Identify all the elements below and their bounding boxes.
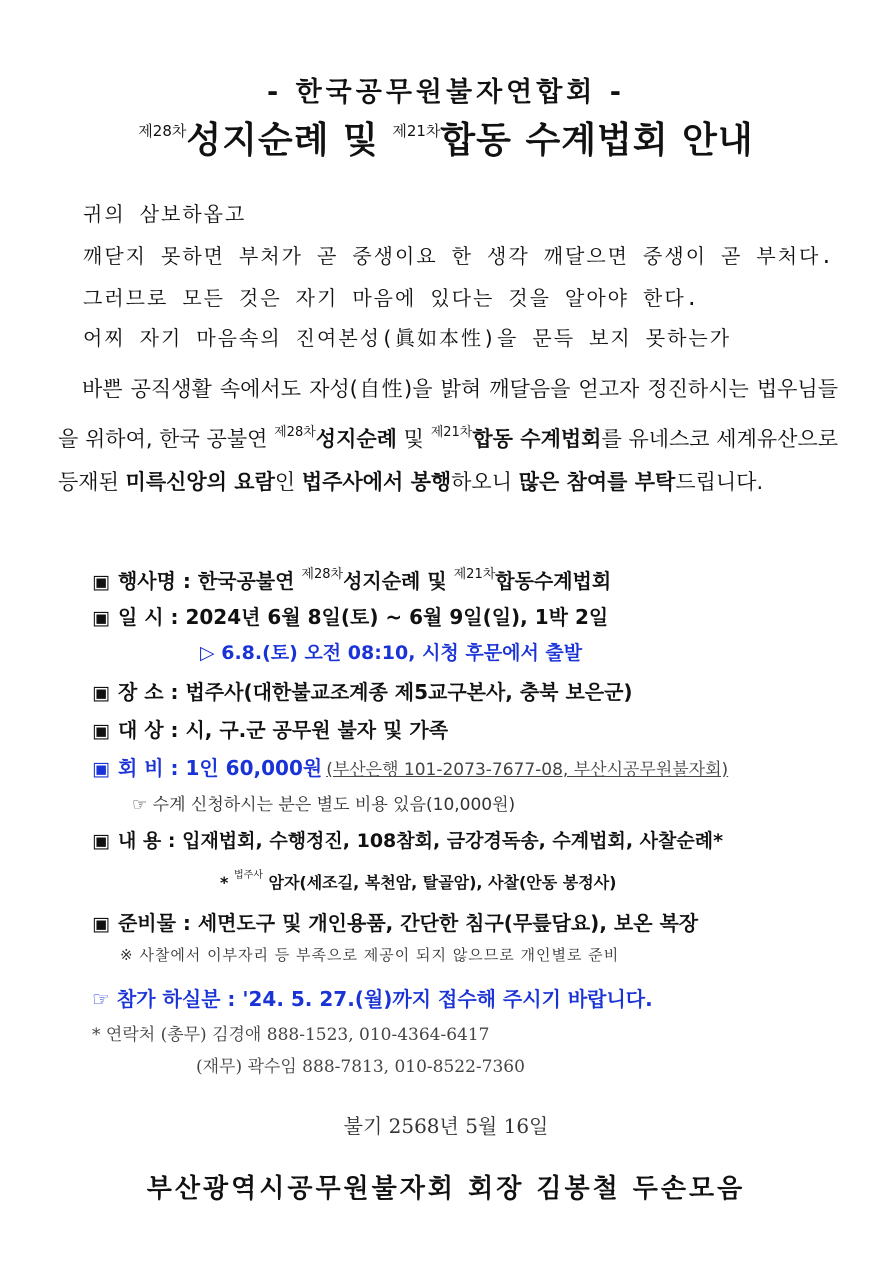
target-label: 대 상 : 시, 구.군 공무원 불자 및 가족: [117, 718, 449, 742]
paragraph-text-2: 를 유네스코 세계유산으로 등재된: [58, 427, 839, 494]
intro-line-1: 귀의 삼보하옵고: [83, 202, 247, 226]
prep-label: 준비물 : 세면도구 및 개인용품, 간단한 침구(무릎담요), 보온 복장: [117, 911, 699, 935]
square-bullet-icon: ▣: [92, 830, 110, 852]
item-place: [92, 676, 633, 705]
title-part-ceremony: 합동 수계법회 안내: [440, 120, 754, 161]
prep-note: ※ 사찰에서 이부자리 등 부족으로 제공이 되지 않으므로 개인별로 준비: [120, 946, 620, 964]
paragraph-bold-maitreya: 미륵신앙의 요람: [125, 470, 275, 494]
paragraph-and: 및: [396, 427, 431, 451]
item-date: [92, 601, 608, 630]
place-label: 장 소 : 법주사(대한불교조계종 제5교구본사, 충북 보은군): [117, 680, 633, 704]
title-prefix-28: 제28차: [138, 122, 187, 140]
paragraph-text-3: 인: [274, 470, 302, 494]
square-bullet-icon: ▣: [92, 682, 110, 704]
document-title: [0, 112, 892, 163]
paragraph-bold-ceremony: 합동 수계법회: [472, 427, 602, 451]
contact-line-1: * 연락처 (총무) 김경애 888-1523, 010-4364-6417: [92, 1025, 490, 1045]
deadline-notice: ☞ 참가 하실분 : '24. 5. 27.(월)까지 접수해 주시기 바랍니다.: [92, 987, 653, 1011]
item-event: [92, 563, 611, 594]
event-label: 행사명 : 한국공불연: [117, 569, 302, 593]
title-part-pilgrimage: 성지순례 및: [186, 120, 393, 161]
paragraph-text-end: 드립니다.: [675, 470, 764, 494]
content-note-sup: 법주사: [233, 870, 263, 881]
square-bullet-icon: ▣: [92, 758, 110, 780]
intro-line-4: 어찌 자기 마음속의 진여본성(眞如本性)을 문득 보지 못하는가: [83, 326, 732, 350]
paragraph-bold-request: 많은 참여를 부탁: [518, 470, 676, 494]
fee-label: 회 비 : 1인 60,000원: [117, 756, 323, 780]
content-note-text: 암자(세조길, 복천암, 탈골암), 사찰(안동 봉정사): [262, 873, 617, 892]
intro-line-2: 깨닫지 못하면 부처가 곧 중생이요 한 생각 깨달으면 중생이 곧 부처다.: [83, 244, 835, 268]
fee-account: (부산은행 101-2073-7677-08, 부산시공무원불자회): [326, 760, 729, 780]
square-bullet-icon: ▣: [92, 607, 110, 629]
intro-line-3: 그러므로 모든 것은 자기 마음에 있다는 것을 알아야 한다.: [83, 286, 700, 310]
paragraph-sup-21: 제21차: [430, 425, 473, 440]
square-bullet-icon: ▣: [92, 571, 110, 593]
item-preparation: [92, 907, 698, 936]
document-date: 불기 2568년 5월 16일: [343, 1114, 549, 1138]
item-target: [92, 714, 448, 743]
date-label: 일 시 : 2024년 6월 8일(토) ~ 6월 9일(일), 1박 2일: [117, 605, 609, 629]
paragraph-text-1: 바쁜 공직생활 속에서도 자성(自性)을 밝혀 깨달음을 얻고자 정진하시는 법우님들을 위하여, 한국 공불연: [58, 377, 838, 451]
paragraph-sup-28: 제28차: [274, 425, 316, 440]
paragraph-text-4: 하오니: [451, 470, 519, 494]
departure-info: ▷ 6.8.(토) 오전 08:10, 시청 후문에서 출발: [200, 642, 583, 664]
square-bullet-icon: ▣: [92, 720, 110, 742]
event-sup-28: 제28차: [301, 567, 344, 582]
signature-line: 부산광역시공무원불자회 회장 김봉철 두손모음: [146, 1174, 746, 1204]
item-fee: [92, 752, 728, 781]
organization-title: - 한국공무원불자연합회 -: [266, 77, 626, 108]
content-note: [220, 866, 616, 893]
paragraph-bold-pilgrimage: 성지순례: [315, 427, 397, 451]
paragraph-bold-beopjusa: 법주사에서 봉행: [301, 470, 452, 494]
content-note-star: *: [220, 873, 234, 892]
event-end: 합동수계법회: [495, 569, 612, 593]
event-mid: 성지순례 및: [343, 569, 454, 593]
square-bullet-icon: ▣: [92, 913, 110, 935]
item-content: [92, 826, 723, 853]
event-sup-21: 제21차: [453, 567, 496, 582]
contact-line-2: (재무) 곽수임 888-7813, 010-8522-7360: [196, 1057, 525, 1077]
fee-note: ☞ 수계 신청하시는 분은 별도 비용 있음(10,000원): [132, 795, 516, 815]
invitation-paragraph: [58, 368, 838, 504]
title-prefix-21: 제21차: [392, 122, 441, 140]
content-label: 내 용 : 입재법회, 수행정진, 108참회, 금강경독송, 수계법회, 사찰순례*: [117, 830, 724, 852]
